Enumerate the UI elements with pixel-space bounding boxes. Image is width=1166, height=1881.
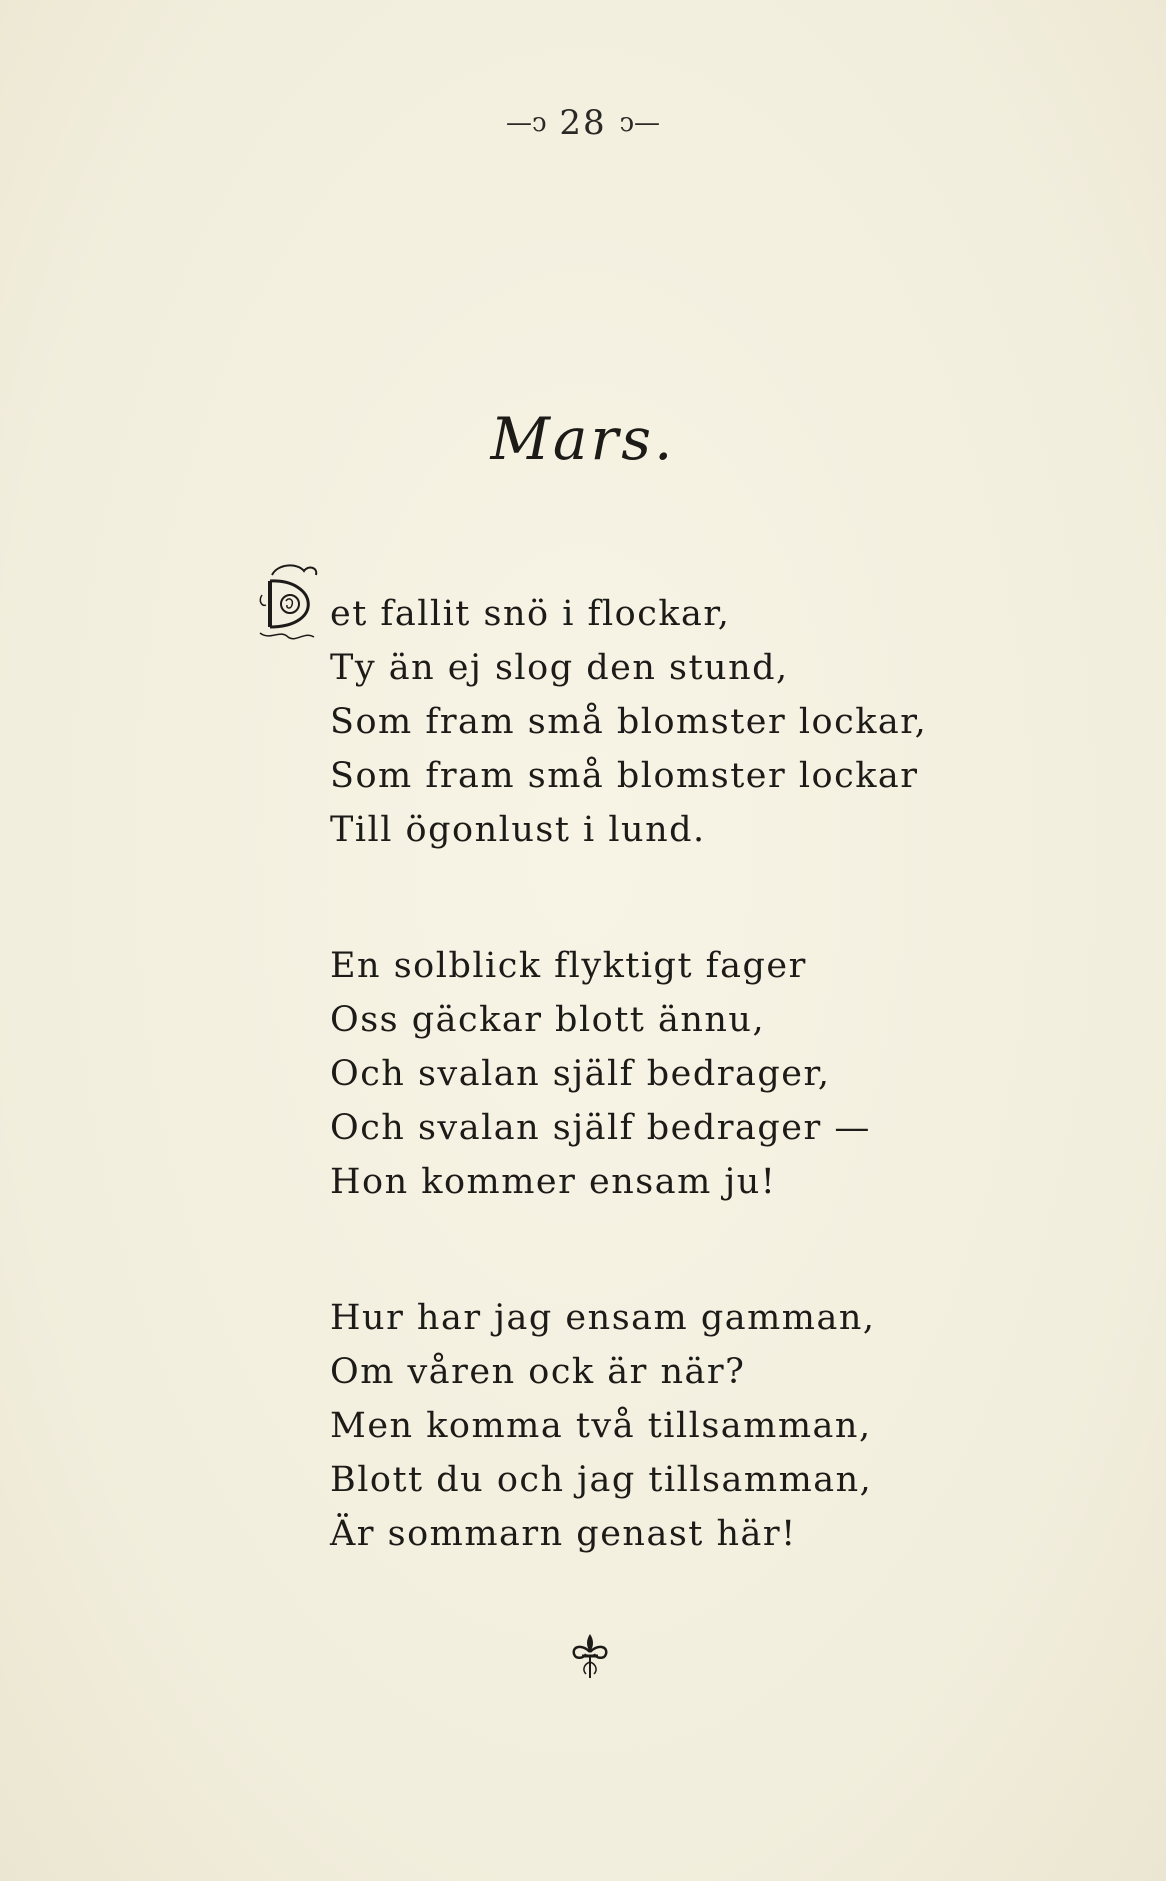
poem-line: Men komma två tillsamman, — [330, 1406, 872, 1446]
poem-line: Som fram små blomster lockar, — [330, 702, 928, 742]
poem-body — [286, 587, 1030, 1561]
poem-line: Hon kommer ensam ju! — [330, 1162, 777, 1202]
header-ornament-right: ↄ— — [619, 108, 660, 138]
poem-line: Blott du och jag tillsamman, — [330, 1460, 873, 1500]
poem-line: Som fram små blomster lockar — [330, 756, 919, 796]
header-ornament-left: —ↄ — [505, 108, 547, 138]
stanza-2 — [330, 939, 1030, 1209]
poem-line: En solblick flyktigt fager — [330, 946, 807, 986]
page-header — [0, 103, 1166, 143]
poem-line: Hur har jag ensam gamman, — [330, 1298, 876, 1338]
poem-line — [286, 587, 1030, 641]
poem-line: Om våren ock är när? — [330, 1352, 746, 1392]
poem-line-text: et fallit snö i flockar, — [330, 594, 731, 634]
poem-title: Mars. — [490, 405, 676, 473]
decorated-initial-icon — [258, 561, 328, 645]
poem-line: Ty än ej slog den stund, — [330, 648, 789, 688]
poem-line: Oss gäckar blott ännu, — [330, 1000, 766, 1040]
poem-line: Är sommarn genast här! — [330, 1514, 797, 1554]
poem-line: Och svalan själf bedrager, — [330, 1054, 831, 1094]
poem-line: Till ögonlust i lund. — [330, 810, 706, 850]
stanza-1 — [286, 587, 1030, 857]
initial-letter-text: D — [286, 599, 300, 615]
fleuron-icon — [568, 1632, 612, 1680]
poem-line: Och svalan själf bedrager — — [330, 1108, 871, 1148]
stanza-3 — [330, 1291, 1030, 1561]
page-number: 28 — [559, 103, 607, 143]
